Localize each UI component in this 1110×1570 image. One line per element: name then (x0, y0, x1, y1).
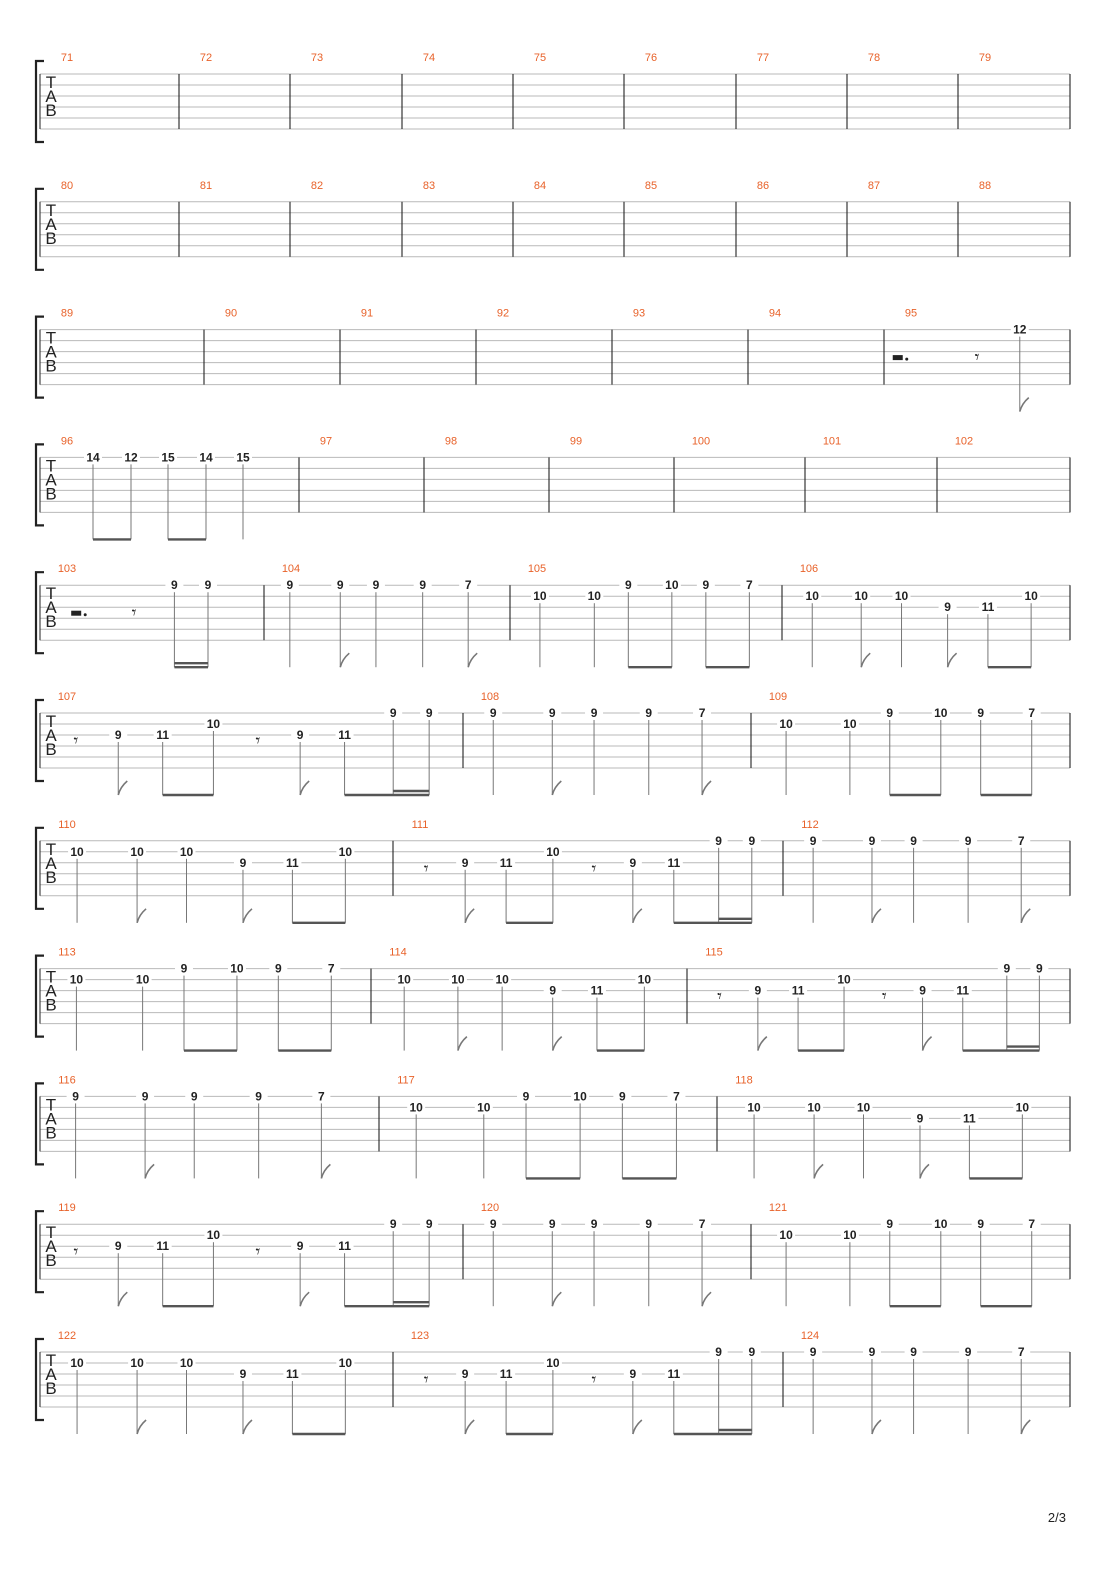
fret-number: 10 (747, 1100, 761, 1115)
tab-clef-letter: A (45, 1237, 57, 1257)
tab-system (36, 1202, 1070, 1306)
fret-number: 9 (336, 578, 344, 593)
eighth-flag (1021, 1420, 1030, 1434)
fret-number: 10 (546, 844, 560, 859)
rest-dot (905, 358, 908, 361)
fret-number: 7 (318, 1089, 325, 1104)
fret-number: 10 (894, 589, 909, 604)
fret-number: 12 (124, 450, 138, 465)
eighth-flag (758, 1037, 767, 1051)
eighth-flag (300, 781, 309, 795)
eighth-rest: 𝄾 (73, 1241, 79, 1263)
measure-number: 106 (799, 563, 819, 576)
eighth-flag (243, 1420, 252, 1434)
fret-number: 11 (499, 855, 513, 870)
fret-number: 10 (665, 578, 679, 593)
fret-number: 9 (645, 706, 653, 720)
tab-system (36, 1074, 1070, 1178)
fret-number: 9 (419, 578, 427, 593)
fret-number: 10 (779, 1228, 793, 1243)
eighth-flag (465, 909, 474, 923)
eighth-rest: 𝄾 (974, 347, 980, 369)
fret-number: 9 (239, 855, 247, 870)
tab-clef-letter: T (45, 967, 57, 987)
fret-number: 9 (910, 1345, 917, 1359)
fret-number: 9 (715, 833, 722, 848)
fret-number: 10 (338, 1356, 353, 1370)
tab-clef-letter: B (45, 1379, 57, 1398)
fret-number: 9 (916, 1111, 924, 1126)
fret-number: 9 (910, 833, 917, 848)
fret-number: 7 (1017, 833, 1025, 848)
measure-number: 88 (978, 179, 992, 192)
fret-number: 9 (461, 1367, 469, 1381)
fret-number: 10 (135, 972, 150, 987)
tab-clef-letter: A (45, 1109, 57, 1129)
fret-number: 10 (130, 1356, 144, 1370)
tab-clef-letter: T (45, 712, 57, 731)
fret-number: 9 (809, 833, 817, 848)
measure-number: 121 (768, 1202, 788, 1215)
eighth-flag (340, 653, 349, 667)
eighth-flag (814, 1164, 823, 1178)
fret-number: 10 (854, 589, 868, 604)
fret-number: 10 (477, 1100, 491, 1115)
fret-number: 9 (702, 578, 710, 593)
measure-number: 103 (57, 563, 77, 576)
tab-clef-letter: B (45, 1251, 57, 1271)
measure-number: 113 (58, 946, 76, 959)
fret-number: 9 (190, 1089, 198, 1104)
tab-clef-letter: A (45, 214, 57, 234)
measure-number: 89 (60, 307, 74, 320)
tab-clef-letter: A (45, 342, 57, 362)
fret-number: 9 (522, 1089, 530, 1104)
tab-clef-letter: B (45, 228, 57, 248)
tab-system (36, 947, 1070, 1051)
eighth-flag (552, 781, 561, 795)
eighth-flag (118, 1292, 127, 1306)
fret-number: 10 (206, 1228, 221, 1243)
tab-clef-letter: B (45, 612, 57, 632)
measure-number: 104 (281, 563, 301, 576)
tab-clef-letter: A (45, 726, 57, 745)
fret-number: 9 (964, 1345, 972, 1359)
eighth-flag (118, 781, 127, 795)
measure-number: 80 (60, 179, 74, 192)
eighth-flag (872, 909, 881, 923)
fret-number: 10 (856, 1100, 871, 1115)
measure-number: 97 (319, 435, 333, 448)
tab-clef-letter: A (45, 981, 57, 1001)
measure-number: 100 (691, 435, 711, 448)
measure-number: 85 (644, 179, 658, 192)
fret-number: 10 (805, 589, 819, 604)
eighth-flag (633, 1420, 642, 1434)
fret-number: 9 (977, 1217, 985, 1232)
eighth-flag (872, 1420, 881, 1434)
tab-clef-letter: T (45, 839, 57, 859)
fret-number: 11 (956, 983, 970, 998)
fret-number: 9 (296, 728, 304, 742)
fret-number: 10 (934, 706, 948, 720)
fret-number: 10 (807, 1100, 821, 1115)
fret-number: 9 (489, 706, 497, 720)
measure-number: 81 (199, 179, 213, 192)
eighth-flag (300, 1292, 309, 1306)
fret-number: 9 (180, 961, 188, 976)
fret-number: 11 (791, 983, 805, 998)
fret-number: 11 (338, 1239, 351, 1254)
eighth-flag (702, 781, 711, 795)
fret-number: 10 (934, 1217, 948, 1232)
fret-number: 11 (286, 1367, 299, 1381)
fret-number: 11 (156, 728, 170, 742)
tab-clef-letter: T (45, 328, 57, 348)
fret-number: 11 (667, 1367, 681, 1381)
eighth-flag (861, 653, 870, 667)
tab-clef-letter: B (45, 356, 57, 376)
fret-number: 9 (748, 1345, 756, 1359)
eighth-flag (923, 1037, 932, 1051)
eighth-rest: 𝄾 (423, 1369, 429, 1391)
fret-number: 10 (533, 589, 547, 604)
fret-number: 11 (667, 855, 681, 870)
fret-number: 10 (779, 717, 793, 731)
fret-number: 9 (645, 1217, 653, 1232)
fret-number: 9 (171, 578, 178, 593)
eighth-flag (1020, 398, 1029, 412)
eighth-flag (137, 909, 146, 923)
fret-number: 10 (397, 972, 411, 987)
measure-number: 82 (310, 179, 324, 192)
measure-number: 99 (569, 435, 583, 448)
fret-number: 9 (141, 1089, 149, 1104)
tab-clef-letter: T (45, 73, 57, 92)
fret-number: 15 (236, 450, 250, 465)
measure-number: 118 (735, 1074, 753, 1087)
fret-number: 12 (1013, 322, 1027, 337)
fret-number: 10 (70, 1356, 84, 1370)
fret-number: 9 (1036, 961, 1043, 976)
fret-number: 10 (69, 972, 84, 987)
fret-number: 7 (673, 1089, 680, 1104)
eighth-rest: 𝄾 (881, 986, 887, 1008)
fret-number: 9 (919, 983, 926, 998)
tab-clef-letter: T (45, 1223, 57, 1243)
eighth-rest: 𝄾 (255, 1241, 261, 1263)
fret-number: 9 (548, 1217, 556, 1232)
tab-clef-letter: A (45, 87, 57, 106)
tab-clef-letter: B (45, 995, 57, 1015)
fret-number: 9 (389, 706, 397, 720)
fret-number: 7 (698, 1217, 706, 1232)
fret-number: 9 (886, 1217, 894, 1232)
fret-number: 10 (546, 1356, 560, 1370)
fret-number: 11 (338, 728, 351, 742)
fret-number: 10 (70, 844, 84, 859)
eighth-flag (137, 1420, 146, 1434)
measure-number: 86 (756, 179, 770, 192)
tab-clef-letter: T (45, 1095, 57, 1115)
measure-number: 78 (867, 52, 881, 64)
measure-number: 123 (410, 1330, 430, 1342)
fret-number: 9 (372, 578, 380, 593)
fret-number: 15 (161, 450, 175, 465)
dotted-half-rest (71, 611, 81, 616)
tab-system (36, 52, 1070, 142)
measure-number: 117 (397, 1074, 415, 1087)
fret-number: 9 (425, 1217, 433, 1232)
dotted-half-rest (893, 355, 903, 360)
fret-number: 11 (981, 600, 995, 615)
measure-number: 108 (480, 691, 500, 703)
measure-number: 98 (444, 435, 458, 448)
fret-number: 10 (179, 844, 194, 859)
tab-clef-letter: B (45, 740, 57, 759)
eighth-flag (920, 1164, 929, 1178)
fret-number: 14 (199, 450, 213, 465)
eighth-flag (465, 1420, 474, 1434)
measure-number: 87 (867, 179, 881, 192)
measure-number: 122 (57, 1330, 77, 1342)
eighth-flag (553, 1037, 562, 1051)
fret-number: 9 (489, 1217, 497, 1232)
fret-number: 9 (590, 706, 598, 720)
measure-number: 116 (58, 1074, 76, 1087)
fret-number: 9 (629, 1367, 637, 1381)
fret-number: 7 (1028, 1217, 1036, 1232)
fret-number: 10 (587, 589, 601, 604)
eighth-flag (145, 1164, 154, 1178)
eighth-rest: 𝄾 (73, 730, 79, 752)
measure-number: 107 (57, 691, 77, 703)
fret-number: 9 (715, 1345, 722, 1359)
eighth-flag (702, 1292, 711, 1306)
measure-number: 111 (411, 818, 429, 831)
fret-number: 9 (944, 600, 951, 615)
fret-number: 11 (286, 855, 299, 870)
measure-number: 95 (904, 307, 918, 320)
measure-number: 71 (60, 52, 74, 64)
tab-clef-letter: T (45, 456, 57, 476)
tab-clef-letter: B (45, 101, 57, 120)
fret-number: 10 (1024, 589, 1038, 604)
eighth-rest: 𝄾 (423, 858, 429, 880)
fret-number: 9 (754, 983, 762, 998)
measure-number: 84 (533, 179, 547, 192)
eighth-rest: 𝄾 (717, 986, 722, 1008)
fret-number: 7 (746, 578, 753, 593)
fret-number: 11 (590, 983, 604, 998)
measure-number: 77 (756, 52, 770, 64)
tab-system (36, 1330, 1070, 1434)
fret-number: 9 (619, 1089, 626, 1104)
fret-number: 9 (114, 1239, 122, 1254)
tab-clef-letter: A (45, 1365, 57, 1384)
fret-number: 10 (837, 972, 851, 987)
measure-number: 79 (978, 52, 992, 64)
fret-number: 9 (886, 706, 894, 720)
fret-number: 9 (1003, 961, 1011, 976)
measure-number: 110 (58, 818, 76, 831)
fret-number: 10 (130, 844, 144, 859)
tab-clef-letter: B (45, 1123, 57, 1143)
fret-number: 10 (843, 1228, 857, 1243)
tab-clef-letter: B (45, 867, 57, 887)
fret-number: 9 (977, 706, 985, 720)
fret-number: 9 (868, 1345, 876, 1359)
tab-clef-letter: A (45, 598, 57, 618)
tab-system (36, 308, 1070, 412)
measure-number: 114 (389, 946, 407, 959)
eighth-flag (1021, 909, 1030, 923)
eighth-flag (458, 1037, 467, 1051)
eighth-rest: 𝄾 (131, 602, 137, 624)
fret-number: 7 (327, 961, 335, 976)
fret-number: 9 (425, 706, 433, 720)
fret-number: 9 (964, 833, 972, 848)
fret-number: 10 (409, 1100, 423, 1115)
measure-number: 102 (954, 435, 974, 448)
eighth-rest: 𝄾 (255, 730, 261, 752)
eighth-rest: 𝄾 (591, 858, 597, 880)
fret-number: 10 (338, 844, 353, 859)
rest-dot (84, 613, 87, 616)
fret-number: 9 (274, 961, 282, 976)
measure-number: 109 (768, 691, 788, 703)
tab-clef-letter: A (45, 470, 57, 490)
page-number: 2/3 (1047, 1510, 1066, 1525)
fret-number: 9 (624, 578, 632, 593)
tab-clef-letter: T (45, 1351, 57, 1370)
fret-number: 11 (963, 1111, 976, 1126)
tab-system (36, 819, 1070, 923)
measure-number: 124 (800, 1330, 820, 1342)
fret-number: 10 (495, 972, 509, 987)
fret-number: 9 (748, 833, 756, 848)
measure-number: 94 (768, 307, 782, 320)
measure-number: 91 (360, 307, 374, 320)
eighth-flag (552, 1292, 561, 1306)
measure-number: 90 (224, 307, 238, 320)
fret-number: 9 (629, 855, 637, 870)
measure-number: 105 (527, 563, 547, 576)
tab-clef-letter: T (45, 584, 57, 604)
fret-number: 9 (239, 1367, 247, 1381)
fret-number: 10 (1015, 1100, 1030, 1115)
measure-number: 115 (705, 946, 723, 959)
fret-number: 9 (868, 833, 876, 848)
measure-number: 120 (480, 1202, 500, 1215)
fret-number: 7 (698, 706, 706, 720)
eighth-flag (468, 653, 477, 667)
fret-number: 9 (286, 578, 294, 593)
tab-system (36, 691, 1070, 795)
fret-number: 9 (549, 983, 557, 998)
fret-number: 11 (156, 1239, 170, 1254)
fret-number: 10 (206, 717, 221, 731)
measure-number: 73 (310, 52, 324, 64)
measure-number: 72 (199, 52, 213, 64)
fret-number: 9 (389, 1217, 397, 1232)
measure-number: 93 (632, 307, 646, 320)
eighth-flag (948, 653, 957, 667)
tab-clef-letter: A (45, 853, 57, 873)
fret-number: 7 (1017, 1345, 1025, 1359)
fret-number: 10 (179, 1356, 194, 1370)
measure-number: 112 (801, 818, 819, 831)
fret-number: 9 (204, 578, 212, 593)
measure-number: 74 (422, 52, 436, 64)
measure-number: 83 (422, 179, 436, 192)
measure-number: 101 (822, 435, 842, 448)
fret-number: 7 (1028, 706, 1036, 720)
tab-system (36, 563, 1070, 667)
fret-number: 10 (637, 972, 652, 987)
fret-number: 9 (461, 855, 469, 870)
fret-number: 9 (255, 1089, 262, 1104)
measure-number: 96 (60, 435, 74, 448)
fret-number: 9 (809, 1345, 817, 1359)
fret-number: 9 (590, 1217, 598, 1232)
tab-clef-letter: T (45, 200, 57, 220)
measure-number: 75 (533, 52, 547, 64)
eighth-flag (321, 1164, 330, 1178)
fret-number: 9 (114, 728, 122, 742)
fret-number: 10 (843, 717, 857, 731)
measure-number: 119 (58, 1202, 76, 1215)
measure-number: 92 (496, 307, 510, 320)
fret-number: 11 (499, 1367, 513, 1381)
fret-number: 14 (86, 450, 100, 465)
fret-number: 7 (464, 578, 472, 593)
fret-number: 10 (230, 961, 244, 976)
fret-number: 9 (548, 706, 556, 720)
eighth-flag (633, 909, 642, 923)
fret-number: 10 (573, 1089, 587, 1104)
eighth-flag (243, 909, 252, 923)
tab-clef-letter: B (45, 484, 57, 504)
fret-number: 10 (451, 972, 465, 987)
fret-number: 9 (296, 1239, 304, 1254)
tab-system (36, 180, 1070, 270)
eighth-rest: 𝄾 (591, 1369, 597, 1391)
fret-number: 9 (72, 1089, 79, 1104)
measure-number: 76 (644, 52, 658, 64)
tab-system (36, 435, 1070, 539)
